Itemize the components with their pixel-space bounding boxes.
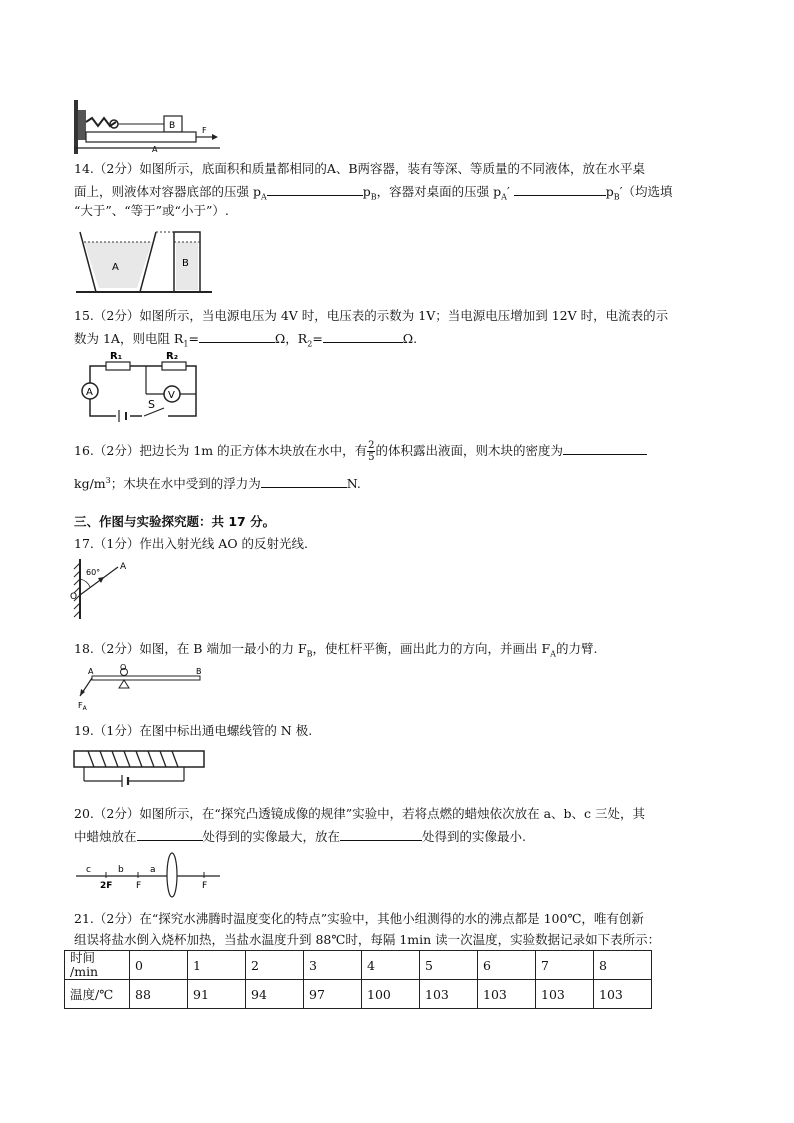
container-a-label: A [112, 262, 119, 273]
mirror-figure [70, 557, 130, 621]
q20-line2: 中蜡烛放在 处得到的实像最大，放在 处得到的实像最小. [74, 829, 527, 844]
block-b-label: B [169, 121, 176, 131]
q20-line1: 20.（2分）如图所示，在“探究凸透镜成像的规律”实验中，若将点燃的蜡烛依次放在 a、b、c 三处，其 [74, 806, 646, 821]
table-cell: 8 [594, 951, 652, 980]
two-f-label: 2F [100, 881, 113, 891]
table-row-time [65, 951, 652, 980]
lever-b-label: B [196, 667, 202, 676]
table-cell: 103 [594, 980, 652, 1009]
force-fa-label: $F_A$ [78, 701, 87, 712]
temperature-header: 温度/℃ [65, 980, 130, 1009]
containers-figure [76, 226, 212, 296]
fraction-two-fifths: $\frac{2}{5}$ [368, 440, 375, 463]
section-3-title: 三、作图与实验探究题：共 17 分。 [74, 514, 276, 529]
q16-blank-1[interactable] [563, 441, 647, 455]
q21-line2: 组误将盐水倒入烧杯加热，当盐水温度升到 88℃时，每隔 1min 读一次温度，实验数据记录如下表所示： [74, 932, 661, 947]
focus-left-label: F [136, 881, 142, 891]
table-cell: 103 [536, 980, 594, 1009]
table-cell: 4 [362, 951, 420, 980]
board-a-label: A [152, 145, 158, 154]
q16-line1: 16.（2分）把边长为 1m 的正方体木块放在水中，有 $\frac{2}{5}$ 的体积露出液面，则木块的密度为 [74, 440, 647, 463]
q14-line3: “大于”、“等于”或“小于”）. [74, 203, 229, 218]
q14-blank-2[interactable] [514, 182, 606, 196]
angle-label: 60° [86, 568, 101, 577]
table-cell: 88 [130, 980, 188, 1009]
point-a-label: A [120, 562, 127, 572]
q14-line1: 14.（2分）如图所示，底面积和质量都相同的A、B两容器，装有等深、等质量的不同液体，放在水平桌 [74, 161, 646, 176]
table-cell: 3 [304, 951, 362, 980]
container-b-label: B [182, 258, 189, 269]
lever-o-label: O [120, 663, 127, 672]
focus-right-label: F [202, 881, 208, 891]
lens-figure [74, 850, 222, 900]
pos-c-label: c [86, 865, 91, 875]
table-row-temperature [65, 980, 652, 1009]
q16-line2: $kg/m^3$；木块在水中受到的浮力为 N. [74, 476, 361, 492]
circuit-figure [76, 350, 202, 424]
ammeter-label: A [86, 387, 93, 398]
table-cell: 103 [478, 980, 536, 1009]
q17-text: 17.（1分）作出入射光线 AO 的反射光线. [74, 536, 309, 551]
lever-figure [74, 664, 208, 712]
lever-a-label: A [88, 667, 94, 676]
q14-line2: 面上，则液体对容器底部的压强 $p_A$ $p_B$，容器对桌面的压强 $p_A'$ $p_B'$（均选填 [74, 184, 673, 202]
r1-label: R₁ [110, 351, 123, 362]
q18-text: 18.（2分）如图，在 B 端加一最小的力 $F_B$，使杠杆平衡，画出此力的方向，并画出 $F_A$的力臂. [74, 641, 598, 659]
q19-text: 19.（1分）在图中标出通电螺线管的 N 极. [74, 723, 313, 738]
q20-blank-1[interactable] [137, 827, 203, 841]
table-cell: 103 [420, 980, 478, 1009]
pulley-block-figure [72, 98, 222, 156]
pos-a-label: a [150, 865, 156, 875]
table-cell: 100 [362, 980, 420, 1009]
q15-blank-1[interactable] [199, 329, 275, 343]
q20-blank-2[interactable] [340, 827, 422, 841]
switch-label: S [148, 398, 155, 411]
temperature-table [64, 950, 652, 1009]
q15-line1: 15.（2分）如图所示，当电源电压为 4V 时，电压表的示数为 1V；当电源电压增加到 12V 时，电流表的示 [74, 308, 669, 323]
q16-blank-2[interactable] [261, 474, 347, 488]
table-cell: 5 [420, 951, 478, 980]
table-cell: 2 [246, 951, 304, 980]
q15-blank-2[interactable] [323, 329, 403, 343]
solenoid-figure [72, 747, 206, 791]
q15-line2: 数为 1A，则电阻 $R_1= \Omega$，$R_2= \Omega$. [74, 331, 418, 349]
table-cell: 91 [188, 980, 246, 1009]
table-cell: 6 [478, 951, 536, 980]
q14-blank-1[interactable] [267, 182, 363, 196]
table-cell: 94 [246, 980, 304, 1009]
table-cell: 97 [304, 980, 362, 1009]
q21-line1: 21.（2分）在“探究水沸腾时温度变化的特点”实验中，其他小组测得的水的沸点都是 100℃，唯有创新 [74, 911, 644, 926]
table-cell: 0 [130, 951, 188, 980]
table-cell: 7 [536, 951, 594, 980]
force-f-label: F [202, 126, 207, 135]
r2-label: R₂ [166, 351, 179, 362]
point-o-label: O [70, 592, 78, 602]
pos-b-label: b [118, 865, 124, 875]
table-cell: 1 [188, 951, 246, 980]
time-header: 时间 /min [65, 951, 130, 980]
voltmeter-label: V [168, 390, 175, 401]
